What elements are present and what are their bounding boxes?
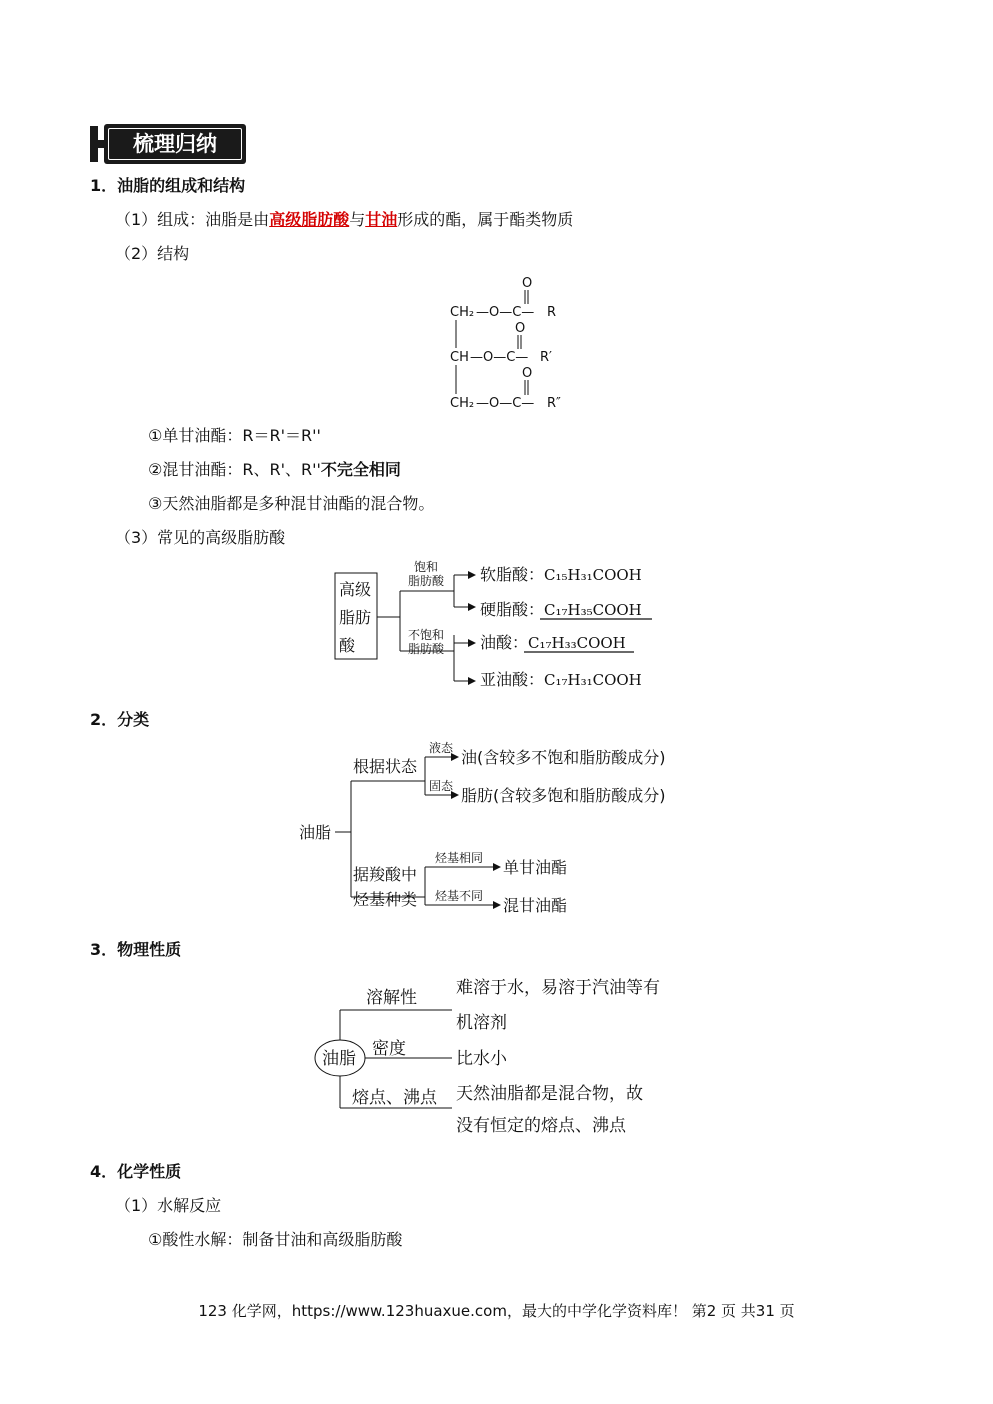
formula-ch: CH	[450, 350, 469, 365]
prop-solubility: 溶解性	[366, 988, 417, 1008]
class-diff-hydrocarbon: 烃基不同	[435, 889, 484, 903]
box-line-2: 脂肪	[339, 608, 372, 627]
section-4-title: 4．化学性质	[90, 1162, 182, 1181]
box-line-3: 酸	[339, 636, 356, 655]
note-mixed-bold: 不完全相同	[320, 460, 401, 479]
class-oil: 油(含较多不饱和脂肪酸成分)	[461, 748, 666, 767]
section-2-title: 2．分类	[90, 710, 150, 729]
formula-ch2-top: CH₂	[450, 305, 475, 320]
formula-ester-2: —O—C—	[470, 350, 529, 365]
class-by-state: 根据状态	[353, 757, 418, 776]
composition-suffix: 形成的酯，属于酯类物质	[397, 210, 574, 229]
acid-linoleic-name: 亚油酸：	[480, 670, 545, 689]
class-solid: 固态	[429, 779, 454, 793]
solubility-value-2: 机溶剂	[456, 1013, 507, 1033]
formula-r-prime: R′	[540, 350, 552, 365]
formula-o-2: O	[515, 321, 526, 336]
badge-label: 梳理归纳	[108, 128, 242, 160]
physical-root: 油脂	[322, 1049, 356, 1069]
composition-line	[115, 207, 573, 230]
hydrolysis-label: （1）水解反应	[115, 1196, 222, 1215]
acid-stearic-formula: C₁₇H₃₅COOH	[544, 601, 642, 619]
acid-linoleic-formula: C₁₇H₃₁COOH	[544, 671, 642, 689]
fatty-acid-diagram	[330, 555, 670, 695]
branch-saturated-1: 饱和	[414, 560, 439, 574]
acid-palmitic-formula: C₁₅H₃₁COOH	[544, 566, 642, 584]
note-natural-oil: ③天然油脂都是多种混甘油酯的混合物。	[148, 494, 435, 513]
formula-o-3: O	[522, 366, 533, 381]
page-footer: 123 化学网，https://www.123huaxue.com，最大的中学化学资料库！ 第2 页 共31 页	[198, 1302, 795, 1320]
acid-stearic-name: 硬脂酸：	[480, 600, 545, 619]
formula-r: R	[547, 305, 557, 320]
structure-label: （2）结构	[115, 244, 190, 263]
class-same-hydrocarbon: 烃基相同	[435, 851, 484, 865]
common-acids-label: （3）常见的高级脂肪酸	[115, 528, 286, 547]
classification-arrows	[451, 753, 501, 909]
acid-hydrolysis: ①酸性水解：制备甘油和高级脂肪酸	[148, 1230, 403, 1249]
note-mixed-prefix: ②混甘油酯：R、R'、R''	[148, 460, 321, 479]
fatty-acid-arrows	[468, 571, 476, 685]
acid-palmitic-name: 软脂酸：	[480, 565, 545, 584]
acid-oleic-name: 油酸：	[480, 633, 529, 652]
mp-value-1: 天然油脂都是混合物，故	[456, 1084, 643, 1104]
solubility-value-1: 难溶于水，易溶于汽油等有	[456, 978, 660, 998]
composition-mid: 与	[349, 210, 366, 229]
formula-r-double-prime: R″	[547, 396, 561, 411]
badge-box	[104, 124, 246, 164]
physical-properties-diagram	[310, 968, 690, 1143]
formula-o-1: O	[522, 276, 533, 291]
prop-density: 密度	[372, 1039, 406, 1059]
box-line-1: 高级	[339, 580, 372, 599]
acid-oleic-formula: C₁₇H₃₃COOH	[528, 634, 626, 652]
class-mixed: 混甘油酯	[503, 896, 568, 915]
class-by-acid-2: 烃基种类	[353, 890, 418, 909]
highlight-glycerol: 甘油	[365, 210, 398, 229]
section-badge	[90, 124, 248, 166]
triglyceride-formula	[440, 270, 580, 420]
section-3-title: 3．物理性质	[90, 940, 182, 959]
note-simple-glyceride: ①单甘油酯：R＝R'＝R''	[148, 426, 321, 445]
class-by-acid-1: 据羧酸中	[353, 865, 418, 884]
highlight-fatty-acid: 高级脂肪酸	[269, 210, 350, 229]
composition-prefix: （1）组成：油脂是由	[115, 210, 270, 229]
class-fat: 脂肪(含较多饱和脂肪酸成分)	[461, 786, 666, 805]
class-root: 油脂	[299, 823, 332, 842]
density-value: 比水小	[456, 1049, 507, 1069]
formula-ester-3: —O—C—	[476, 396, 535, 411]
class-liquid: 液态	[429, 741, 454, 755]
branch-saturated-2: 脂肪酸	[408, 574, 445, 588]
prop-melting-point: 熔点、沸点	[352, 1088, 437, 1108]
classification-diagram	[295, 735, 715, 920]
section-1-title: 1．油脂的组成和结构	[90, 176, 246, 195]
class-simple: 单甘油酯	[503, 858, 568, 877]
branch-unsaturated-2: 脂肪酸	[408, 642, 445, 656]
formula-ch2-bottom: CH₂	[450, 396, 475, 411]
formula-ester-1: —O—C—	[476, 305, 535, 320]
mp-value-2: 没有恒定的熔点、沸点	[456, 1116, 626, 1136]
note-mixed-glyceride	[148, 457, 401, 480]
branch-unsaturated-1: 不饱和	[408, 628, 445, 642]
